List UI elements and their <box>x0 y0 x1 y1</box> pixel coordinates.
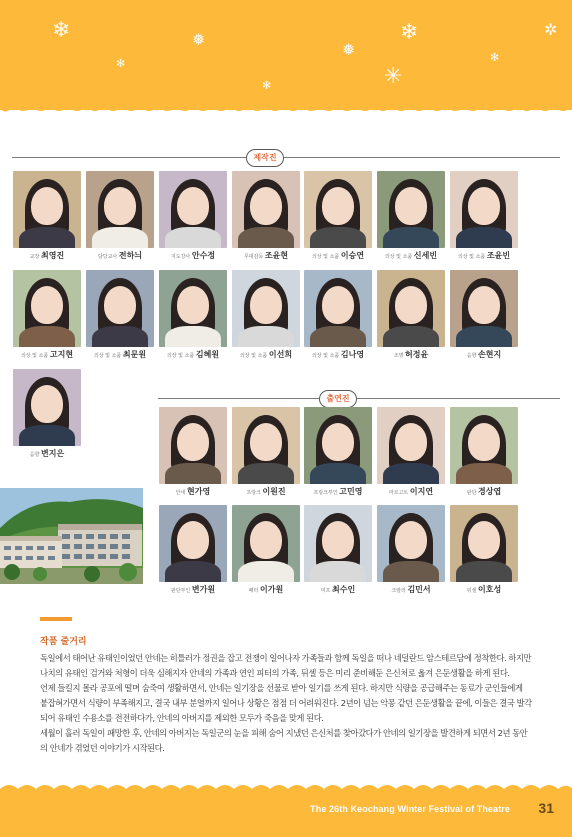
production-portrait-photo <box>450 171 518 248</box>
production-caption <box>84 251 156 262</box>
cast-role: 마르고트 <box>388 490 409 496</box>
cast-role: 미프 <box>320 588 331 594</box>
cast-portrait-photo <box>377 505 445 582</box>
cast-portrait-photo <box>232 407 300 484</box>
production-portrait-photo <box>232 270 300 347</box>
cast-caption <box>375 487 447 498</box>
production-card <box>450 270 520 361</box>
cast-card <box>159 505 229 596</box>
production-name: 고지현 <box>49 350 74 359</box>
production-portrait-photo <box>86 171 154 248</box>
snowflake-icon: ✲ <box>544 20 558 39</box>
synopsis-accent-bar <box>40 617 72 621</box>
production-role: 의상 및 소품 <box>457 254 486 260</box>
production-portrait-photo <box>304 171 372 248</box>
production-portrait-photo <box>232 171 300 248</box>
cast-portrait-photo <box>450 505 518 582</box>
synopsis-paragraph: 독일에서 태어난 유태인이었던 안네는 히틀러가 정권을 잡고 전쟁이 일어나자 가족들과 함께 독일을 떠나 네덜란드 암스테르담에 정착한다. 하지만 나치의 유태인 검거와 처형이 더욱 심해지자 안네의 가족과 연인 피터의 가족, 뒤셀 등은 미리 준비해둔 은신처로 옮겨 은둔생활을 하게 된다. <box>40 653 532 678</box>
production-caption <box>448 251 520 262</box>
production-name: 손현지 <box>478 350 502 359</box>
cast-card <box>304 407 374 498</box>
cast-divider <box>158 398 560 399</box>
cast-role: 프랑크부인 <box>313 490 338 496</box>
cast-badge: 출연진 <box>319 390 357 408</box>
snowflake-icon: ❄ <box>52 18 71 43</box>
school-building-photo <box>0 488 143 584</box>
production-card <box>450 171 520 262</box>
header-wave <box>0 96 572 118</box>
cast-portrait-photo <box>304 407 372 484</box>
cast-caption <box>302 487 374 498</box>
cast-portrait-photo <box>304 505 372 582</box>
production-card <box>232 171 302 262</box>
production-card <box>304 270 374 361</box>
production-card <box>13 171 83 262</box>
synopsis-paragraph: 언제 들킬지 몰라 공포에 떨며 숨죽여 생활하면서, 안네는 일기장을 선물로 받아 일기를 쓰게 된다. 하지만 식량을 공급해주는 동료가 군인들에게 붙잡혀가면서 식량이 부족해지고, 결국 내부 분열까지 일어나 상황은 점점 더 어려워진다. 2년이 넘는 악몽 같던 은둔생활을 끝에, 이들은 결국 발각되어 유태인 수용소를 전전하다가, 안네의 아버지를 제외한 모두가 죽음을 맞게 된다. <box>40 683 532 723</box>
cast-name: 이가원 <box>260 585 284 594</box>
cast-role: 판단 <box>466 490 477 496</box>
cast-caption <box>157 487 229 498</box>
cast-name: 변가원 <box>191 585 216 594</box>
cast-role: 판단부인 <box>170 588 191 594</box>
production-role: 의상 및 소품 <box>384 254 413 260</box>
cast-card <box>450 407 520 498</box>
cast-name: 최수인 <box>332 585 356 594</box>
production-name: 이승연 <box>340 251 365 260</box>
cast-card <box>304 505 374 596</box>
production-name: 김혜원 <box>195 350 220 359</box>
production-role: 교장 <box>29 254 40 260</box>
production-caption <box>157 251 229 262</box>
page-number: 31 <box>538 800 554 816</box>
production-card <box>377 270 447 361</box>
production-card <box>86 171 156 262</box>
cast-portrait-photo <box>450 407 518 484</box>
cast-name: 경상엽 <box>478 487 502 496</box>
production-portrait-photo <box>159 171 227 248</box>
snowflake-icon: ❅ <box>342 40 356 59</box>
production-caption <box>157 350 229 361</box>
production-role: 의상 및 소품 <box>20 353 49 359</box>
cast-portrait-photo <box>159 407 227 484</box>
production-card <box>377 171 447 262</box>
cast-card <box>377 505 447 596</box>
production-name: 김나영 <box>340 350 365 359</box>
snowflake-icon: ✻ <box>116 57 126 70</box>
production-name: 전하늬 <box>118 251 143 260</box>
cast-portrait-photo <box>232 505 300 582</box>
production-role: 의상 및 소품 <box>311 353 340 359</box>
production-portrait-photo <box>13 171 81 248</box>
cast-card <box>232 505 302 596</box>
cast-card <box>159 407 229 498</box>
production-caption <box>11 449 83 460</box>
production-caption <box>302 251 374 262</box>
snowflake-icon: ❄ <box>400 20 419 45</box>
cast-card <box>377 407 447 498</box>
production-role: 의상 및 소품 <box>311 254 340 260</box>
production-card <box>304 171 374 262</box>
snowflake-icon: ✳ <box>384 64 403 89</box>
production-portrait-photo <box>13 270 81 347</box>
production-role: 의상 및 소품 <box>166 353 195 359</box>
cast-caption <box>230 585 302 596</box>
production-portrait-photo <box>86 270 154 347</box>
production-portrait-photo <box>377 270 445 347</box>
production-portrait-photo <box>377 171 445 248</box>
production-caption <box>11 251 83 262</box>
production-role: 담당교사 <box>97 254 118 260</box>
synopsis-title: 작품 줄거리 <box>40 637 87 647</box>
production-name: 최영진 <box>41 251 65 260</box>
production-portrait-photo <box>159 270 227 347</box>
production-caption <box>230 251 302 262</box>
production-card <box>232 270 302 361</box>
cast-name: 이원진 <box>262 487 286 496</box>
production-caption <box>448 350 520 361</box>
production-caption <box>11 350 83 361</box>
production-role: 조명 <box>393 353 404 359</box>
festival-name: The 26th Keochang Winter Festival of Theatre <box>310 804 510 814</box>
production-name: 조윤빈 <box>486 251 511 260</box>
cast-caption <box>448 585 520 596</box>
production-role: 의상 및 소품 <box>239 353 268 359</box>
production-role: 음향 <box>29 452 40 458</box>
cast-role: 뒤셀 <box>466 588 477 594</box>
production-name: 안수정 <box>191 251 216 260</box>
cast-caption <box>448 487 520 498</box>
production-name: 신세빈 <box>413 251 438 260</box>
production-card <box>159 270 229 361</box>
cast-role: 프랑크 <box>246 490 261 496</box>
production-badge: 제작진 <box>246 149 284 167</box>
cast-name: 이지연 <box>409 487 434 496</box>
production-name: 이선희 <box>268 350 293 359</box>
synopsis-text <box>40 651 532 756</box>
cast-role: 안네 <box>175 490 186 496</box>
snowflake-icon: ✻ <box>262 79 272 92</box>
production-caption <box>375 350 447 361</box>
snowflake-icon: ✻ <box>490 51 500 64</box>
production-role: 무대감독 <box>243 254 264 260</box>
cast-role: 페터 <box>248 588 259 594</box>
production-caption <box>84 350 156 361</box>
cast-name: 고민영 <box>339 487 363 496</box>
production-card <box>13 270 83 361</box>
synopsis-paragraph: 세월이 흘러 독일이 패망한 후, 안네의 아버지는 독일군의 눈을 피해 숨어 지냈던 은신처를 찾아갔다가 안네의 일기장을 발견하게 되면서 2년 동안의 안네가 겪었던 이야기가 시작된다. <box>40 728 528 753</box>
cast-caption <box>230 487 302 498</box>
production-portrait-photo <box>304 270 372 347</box>
cast-role: 크랄러 <box>391 588 406 594</box>
header-band <box>0 0 572 110</box>
production-role: 지도강사 <box>170 254 191 260</box>
cast-name: 이호성 <box>478 585 502 594</box>
production-caption <box>230 350 302 361</box>
production-name: 조윤현 <box>264 251 289 260</box>
production-card <box>86 270 156 361</box>
production-role: 음향 <box>466 353 477 359</box>
production-caption <box>302 350 374 361</box>
production-role: 의상 및 소품 <box>93 353 122 359</box>
production-name: 허정윤 <box>405 350 429 359</box>
cast-portrait-photo <box>159 505 227 582</box>
cast-card <box>232 407 302 498</box>
production-name: 변지은 <box>41 449 65 458</box>
production-divider <box>12 157 560 158</box>
production-name: 최문원 <box>122 350 147 359</box>
snowflake-icon: ❅ <box>192 30 206 49</box>
production-card <box>13 369 83 460</box>
cast-portrait-photo <box>377 407 445 484</box>
cast-caption <box>375 585 447 596</box>
production-caption <box>375 251 447 262</box>
production-portrait-photo <box>13 369 81 446</box>
cast-card <box>450 505 520 596</box>
production-card <box>159 171 229 262</box>
cast-caption <box>302 585 374 596</box>
cast-name: 현가영 <box>187 487 211 496</box>
cast-caption <box>157 585 229 596</box>
production-portrait-photo <box>450 270 518 347</box>
cast-name: 김민서 <box>407 585 431 594</box>
